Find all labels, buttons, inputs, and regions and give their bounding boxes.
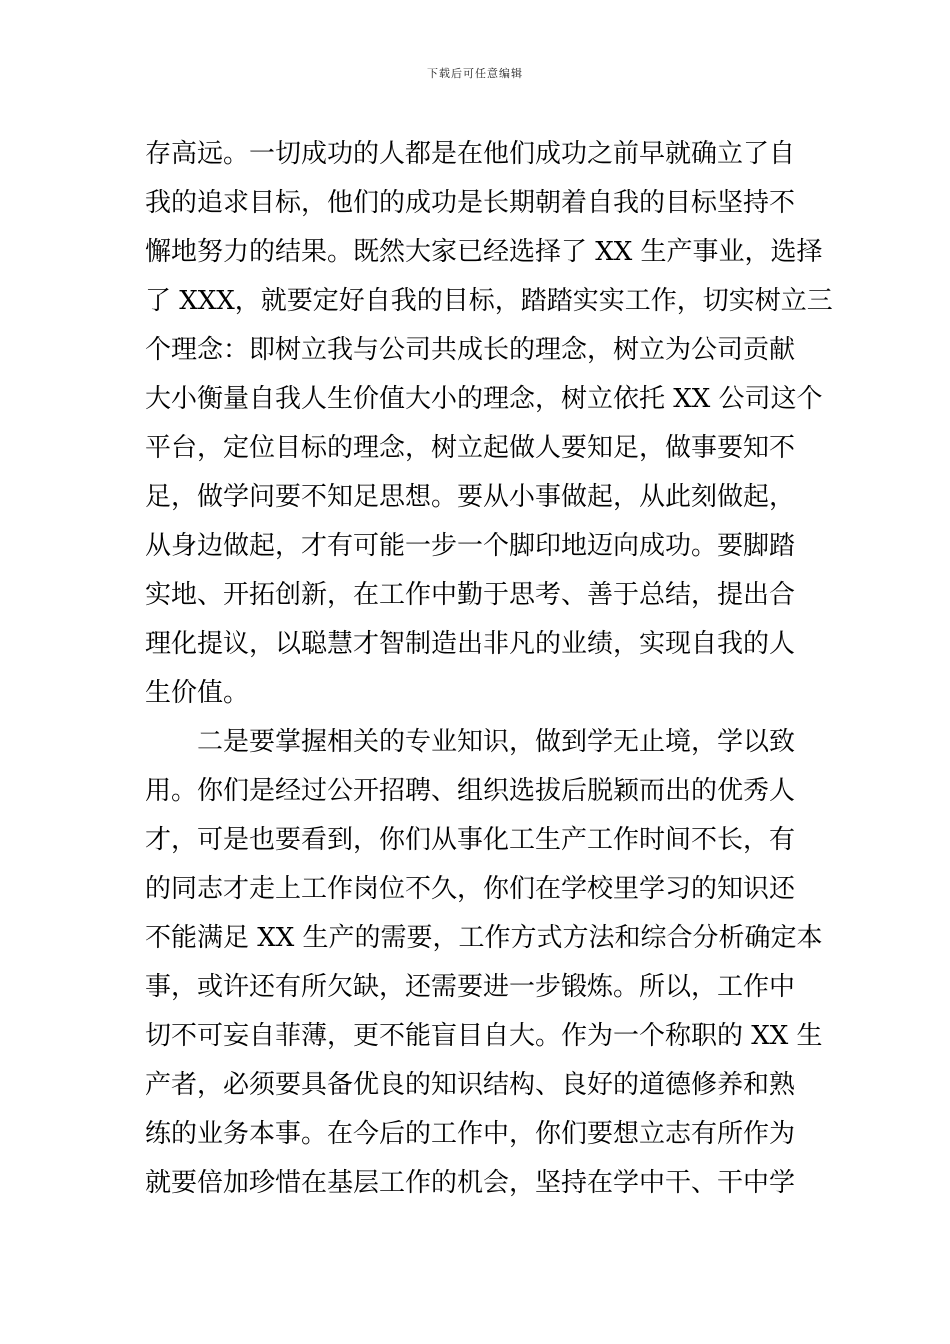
text-line: 足，做学问要不知足思想。要从小事做起，从此刻做起， (145, 482, 796, 512)
text-line: 实地、开拓创新，在工作中勤于思考、善于总结，提出合 (145, 580, 796, 610)
text-line: 懈地努力的结果。既然大家已经选择了 XX 生产事业，选择 (145, 237, 823, 267)
text-line: 不能满足 XX 生产的需要，工作方式方法和综合分析确定本 (145, 923, 823, 953)
text-line: 理化提议，以聪慧才智制造出非凡的业绩，实现自我的人 (145, 629, 796, 659)
text-line: 平台，定位目标的理念，树立起做人要知足，做事要知不 (145, 433, 796, 463)
text-line: 了 XXX，就要定好自我的目标，踏踏实实工作，切实树立三 (145, 286, 833, 316)
text-line: 产者，必须要具备优良的知识结构、良好的道德修养和熟 (145, 1070, 796, 1100)
text-line-indented: 二是要掌握相关的专业知识，做到学无止境，学以致 (197, 727, 796, 757)
text-line: 从身边做起，才有可能一步一个脚印地迈向成功。要脚踏 (145, 531, 796, 561)
text-line: 大小衡量自我人生价值大小的理念，树立依托 XX 公司这个 (145, 384, 823, 414)
text-line: 我的追求目标，他们的成功是长期朝着自我的目标坚持不 (145, 188, 796, 218)
text-line: 生价值。 (145, 678, 250, 708)
text-line: 的同志才走上工作岗位不久，你们在学校里学习的知识还 (145, 874, 796, 904)
text-line: 切不可妄自菲薄，更不能盲目自大。作为一个称职的 XX 生 (145, 1021, 823, 1051)
text-line: 用。你们是经过公开招聘、组织选拔后脱颖而出的优秀人 (145, 776, 796, 806)
page-header: 下载后可任意编辑 (427, 67, 523, 80)
text-line: 事，或许还有所欠缺，还需要进一步锻炼。所以，工作中 (145, 972, 796, 1002)
text-line: 才，可是也要看到，你们从事化工生产工作时间不长，有 (145, 825, 796, 855)
text-line: 练的业务本事。在今后的工作中，你们要想立志有所作为 (145, 1119, 796, 1149)
text-line: 存高远。一切成功的人都是在他们成功之前早就确立了自 (145, 139, 796, 169)
document-body (145, 130, 833, 1208)
text-line: 就要倍加珍惜在基层工作的机会，坚持在学中干、干中学 (145, 1168, 796, 1198)
paragraph-2 (145, 718, 823, 1208)
paragraph-1 (145, 130, 833, 718)
text-line: 个理念：即树立我与公司共成长的理念，树立为公司贡献 (145, 335, 796, 365)
